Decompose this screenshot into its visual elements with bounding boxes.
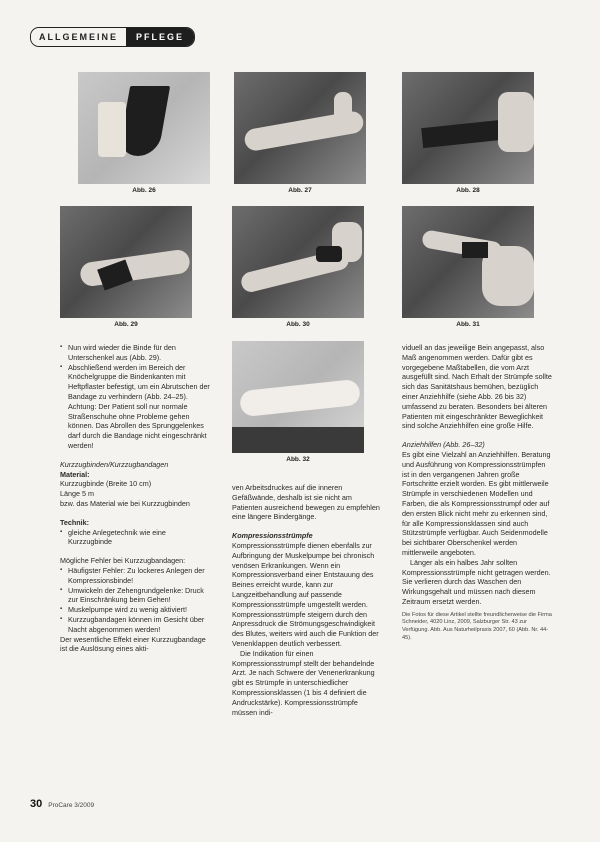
photo-abb-32 — [232, 341, 364, 453]
paragraph: Der wesentliche Effekt einer Kurzzugbandage ist die Auslösung eines akti- — [60, 634, 206, 654]
page-number: 30 — [30, 798, 43, 810]
photo-abb-29 — [60, 206, 192, 318]
section-tag-right: PFLEGE — [126, 28, 194, 46]
photo-abb-31 — [402, 206, 534, 318]
caption-abb-26: Abb. 26 — [132, 187, 156, 194]
technik-item: ▪ gleiche Anlegetechnik wie eine Kurzzugbinde — [60, 528, 210, 548]
subheading-anziehhilfen: Anziehhilfen (Abb. 26–32) — [402, 440, 485, 450]
material-item: Kurzzugbinde (Breite 10 cm) — [60, 479, 152, 489]
paragraph: ▪ Nun wird wieder die Binde für den Unterschenkel aus (Abb. 29). — [60, 343, 210, 363]
error-item: ▪ Kurzzugbandagen können im Gesicht über Nacht abgenommen werden! — [60, 615, 210, 635]
paragraph: viduell an das jeweilige Bein angepasst, also Maß angenommen werden. Dafür gibt es vorgegebene Maßtabellen, die vom Arzt ausgefüllt sind. Nach Erhalt der Strümpfe sollte sich das Sanitätshaus bemühen, bezüglich einer Anziehhilfe (siehe Abb. 26 bis 32) umfassend zu beraten. Besonders bei älteren Patienten mit eingeschränkter Beweglichkeit sind solche Anziehhilfen eine große Hilfe. — [402, 343, 552, 431]
material-item: Länge 5 m — [60, 489, 94, 499]
subheading-kompressionsstruempfe: Kompressionsstrümpfe — [232, 531, 313, 541]
photo-abb-27 — [234, 72, 366, 184]
subheading: Kurzzugbinden/Kurzzugbandagen — [60, 459, 169, 469]
error-item: ▪ Umwickeln der Zehengrundgelenke: Druck zur Einschränkung beim Gehen! — [60, 586, 210, 606]
caption-abb-32: Abb. 32 — [286, 456, 310, 463]
text-column-3 — [402, 343, 552, 642]
material-item: bzw. das Material wie bei Kurzzugbinden — [60, 498, 190, 508]
caption-abb-28: Abb. 28 — [456, 187, 480, 194]
caption-abb-30: Abb. 30 — [286, 321, 310, 328]
paragraph: Die Indikation für einen Kompressionsstrumpf stellt der behandelnde Arzt. Je nach Schwere der Venenerkrankung gibt es Strümpfe in unterschiedlicher Kompressionsklassen (1 bis 4 definiert die Andruckstärke). Kompressionsstrümpfe müssen indi- — [232, 648, 375, 717]
subheading-technik: Technik: — [60, 517, 90, 527]
paragraph: Kompressionsstrümpfe dienen ebenfalls zur Aufbringung der Muskelpumpe bei chronisch venösen Erkrankungen. Wenn ein Kompressionsverband einer Entstauung des Beines erreicht wurde, kann zur Langzeitbehandlung auf passende Kompressionsstrümpfe umgestellt werden. Kompressionsstrümpfe steigern durch den Anpressdruck die Strömungsgeschwindigkeit des Blutes, weiters wird auch die Funktion der Venenklappen deutlich verbessert. — [232, 540, 379, 648]
section-tag — [30, 27, 195, 47]
paragraph: Es gibt eine Vielzahl an Anziehhilfen. Beratung und Ausführung von Kompressionsstrümpfen ist in den vergangenen Jahren große Fortschritte erzielt worden. Es gibt mittlerweile Strümpfe in verschiedenen Modellen und Farben, die als Kompressionsstrumpf oder auf den ersten Blick nicht mehr zu erkennen sind, für alle Kompressionsklassen sind auch Stützstrümpfe verfügbar. Auch Seidenmodelle bei sichtbarer Oberschenkel werden mittlerweile angeboten. — [402, 449, 551, 557]
paragraph: ▪ Abschließend werden im Bereich der Knöchelgruppe die Bindenkanten mit Heftpflaster befestigt, um ein Abrutschen der Bandage zu verhindern (Abb. 24–25). Achtung: Der Patient soll nur normale Straßenschuhe ohne Probleme gehen können. Das Abrollen des Sprunggelenkes darf durch die Bandage nicht eingeschränkt werden! — [60, 363, 210, 451]
subheading-material: Material: — [60, 469, 90, 479]
photo-abb-30 — [232, 206, 364, 318]
photo-abb-28 — [402, 72, 534, 184]
errors-heading: Mögliche Fehler bei Kurzzugbandagen: — [60, 556, 186, 566]
text-column-2 — [232, 483, 382, 717]
paragraph: Länger als ein halbes Jahr sollten Kompressionsstrümpfe nicht getragen werden. Sie verlieren durch das Waschen den Wirkungsgehalt und müssen nach diesem Zeitraum ersetzt werden. — [402, 557, 551, 606]
error-item: ▪ Häufigster Fehler: Zu lockeres Anlegen der Kompressionsbinde! — [60, 566, 210, 586]
caption-abb-31: Abb. 31 — [456, 321, 480, 328]
page-footer — [30, 798, 94, 810]
paragraph: ven Arbeitsdruckes auf die inneren Gefäßwände, deshalb ist sie nicht am Patienten ausreichend bewegen zu empfehlen eine längere Bindergänge. — [232, 483, 380, 522]
publication-name: ProCare 3/2009 — [48, 802, 95, 809]
photo-abb-26 — [78, 72, 210, 184]
caption-abb-29: Abb. 29 — [114, 321, 138, 328]
section-tag-left: ALLGEMEINE — [31, 28, 126, 46]
caption-abb-27: Abb. 27 — [288, 187, 312, 194]
photo-credit-note: Die Fotos für diese Artikel stellte freundlicherweise die Firma Schneider, 4020 Linz, 2009, Salzburger Str. 43 zur Verfügung. Abb. Aus Naturheilpraxis 2007, 60 (Abb. Nr. 44-45). — [402, 611, 552, 641]
text-column-1 — [60, 343, 210, 654]
error-item: ▪ Muskelpumpe wird zu wenig aktiviert! — [60, 605, 210, 615]
